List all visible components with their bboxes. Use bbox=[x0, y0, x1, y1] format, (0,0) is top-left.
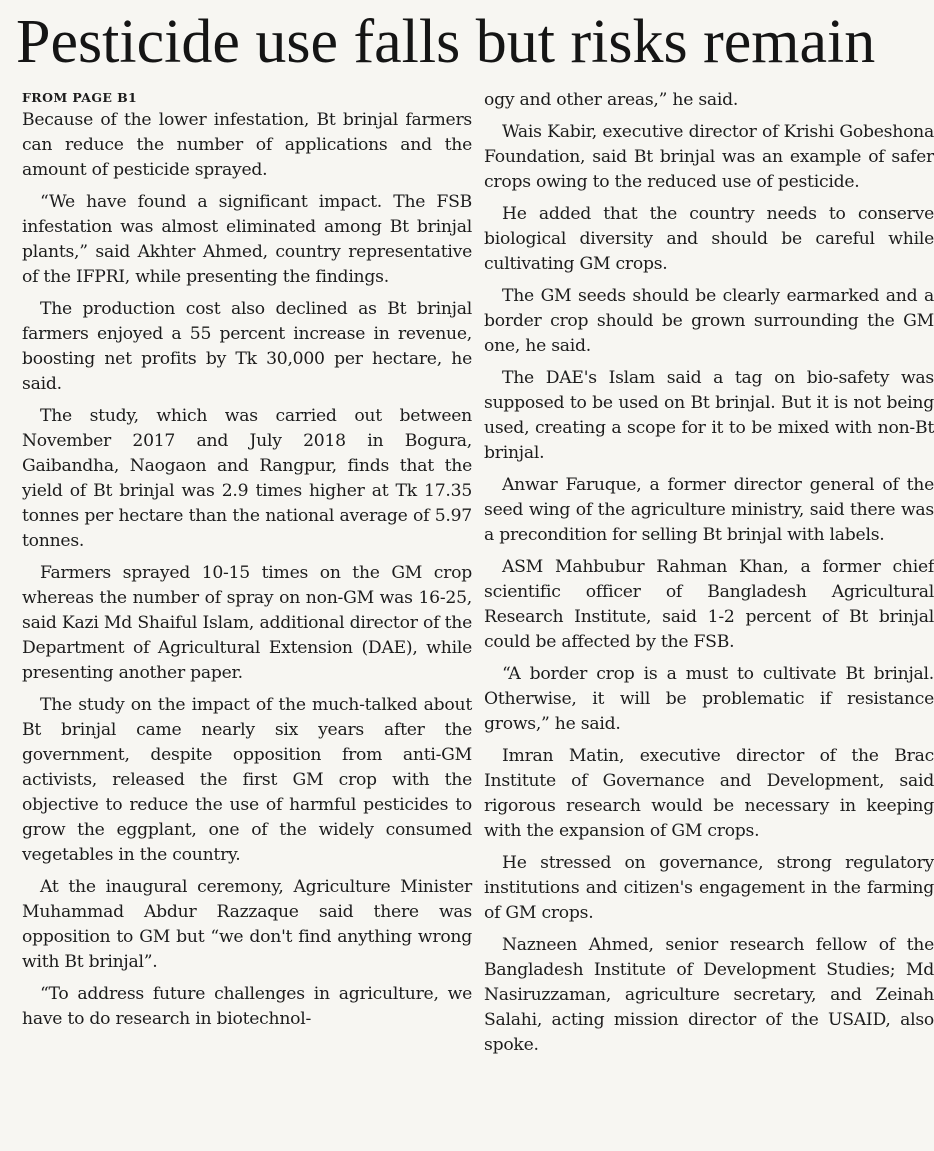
paragraph: Because of the lower infestation, Bt brinjal farmers can reduce the number of applications and the amount of pesticide sprayed. bbox=[22, 110, 472, 180]
paragraph: Nazneen Ahmed, senior research fellow of the Bangladesh Institute of Development Studies; Md Nasiruzzaman, agriculture secretary, and Zeinah Salahi, acting mission director of the USAID, also spoke. bbox=[484, 935, 934, 1055]
paragraph: The DAE's Islam said a tag on bio-safety was supposed to be used on Bt brinjal. But it is not being used, creating a scope for it to be mixed with non-Bt brinjal. bbox=[484, 368, 934, 463]
right-column bbox=[484, 88, 934, 1065]
paragraph: Anwar Faruque, a former director general of the seed wing of the agriculture ministry, said there was a precondition for selling Bt brinjal with labels. bbox=[484, 475, 934, 545]
paragraph: “A border crop is a must to cultivate Bt brinjal. Otherwise, it will be problematic if resistance grows,” he said. bbox=[484, 664, 934, 734]
headline: Pesticide use falls but risks remain bbox=[16, 8, 876, 76]
paragraph: He added that the country needs to conserve biological diversity and should be careful while cultivating GM crops. bbox=[484, 204, 934, 274]
paragraph: Farmers sprayed 10-15 times on the GM crop whereas the number of spray on non-GM was 16-25, said Kazi Md Shaiful Islam, additional director of the Department of Agricultural Extension (DAE), while presenting another paper. bbox=[22, 563, 472, 683]
paragraph: Imran Matin, executive director of the Brac Institute of Governance and Development, said rigorous research would be necessary in keeping with the expansion of GM crops. bbox=[484, 746, 934, 841]
paragraph: He stressed on governance, strong regulatory institutions and citizen's engagement in the farming of GM crops. bbox=[484, 853, 934, 923]
paragraph: The study on the impact of the much-talked about Bt brinjal came nearly six years after the government, despite opposition from anti-GM activists, released the first GM crop with the objective to reduce the use of harmful pesticides to grow the eggplant, one of the widely consumed vegetables in the country. bbox=[22, 695, 472, 865]
paragraph: ogy and other areas,” he said. bbox=[484, 90, 739, 110]
continued-from-label: FROM PAGE B1 bbox=[22, 90, 138, 105]
paragraph: The production cost also declined as Bt brinjal farmers enjoyed a 55 percent increase in revenue, boosting net profits by Tk 30,000 per hectare, he said. bbox=[22, 299, 472, 394]
paragraph: The study, which was carried out between November 2017 and July 2018 in Bogura, Gaibandha, Naogaon and Rangpur, finds that the yield of Bt brinjal was 2.9 times higher at Tk 17.35 tonnes per hectare than the national average of 5.97 tonnes. bbox=[22, 406, 472, 551]
left-column bbox=[22, 88, 472, 1039]
paragraph: The GM seeds should be clearly earmarked and a border crop should be grown surrounding the GM one, he said. bbox=[484, 286, 934, 356]
paragraph: At the inaugural ceremony, Agriculture Minister Muhammad Abdur Razzaque said there was opposition to GM but “we don't find anything wrong with Bt brinjal”. bbox=[22, 877, 472, 972]
paragraph: ASM Mahbubur Rahman Khan, a former chief scientific officer of Bangladesh Agricultural Research Institute, said 1-2 percent of Bt brinjal could be affected by the FSB. bbox=[484, 557, 934, 652]
paragraph: “To address future challenges in agriculture, we have to do research in biotechnol- bbox=[22, 984, 472, 1029]
paragraph: Wais Kabir, executive director of Krishi Gobeshona Foundation, said Bt brinjal was an example of safer crops owing to the reduced use of pesticide. bbox=[484, 122, 934, 192]
paragraph: “We have found a significant impact. The FSB infestation was almost eliminated among Bt brinjal plants,” said Akhter Ahmed, country representative of the IFPRI, while presenting the findings. bbox=[22, 192, 472, 287]
